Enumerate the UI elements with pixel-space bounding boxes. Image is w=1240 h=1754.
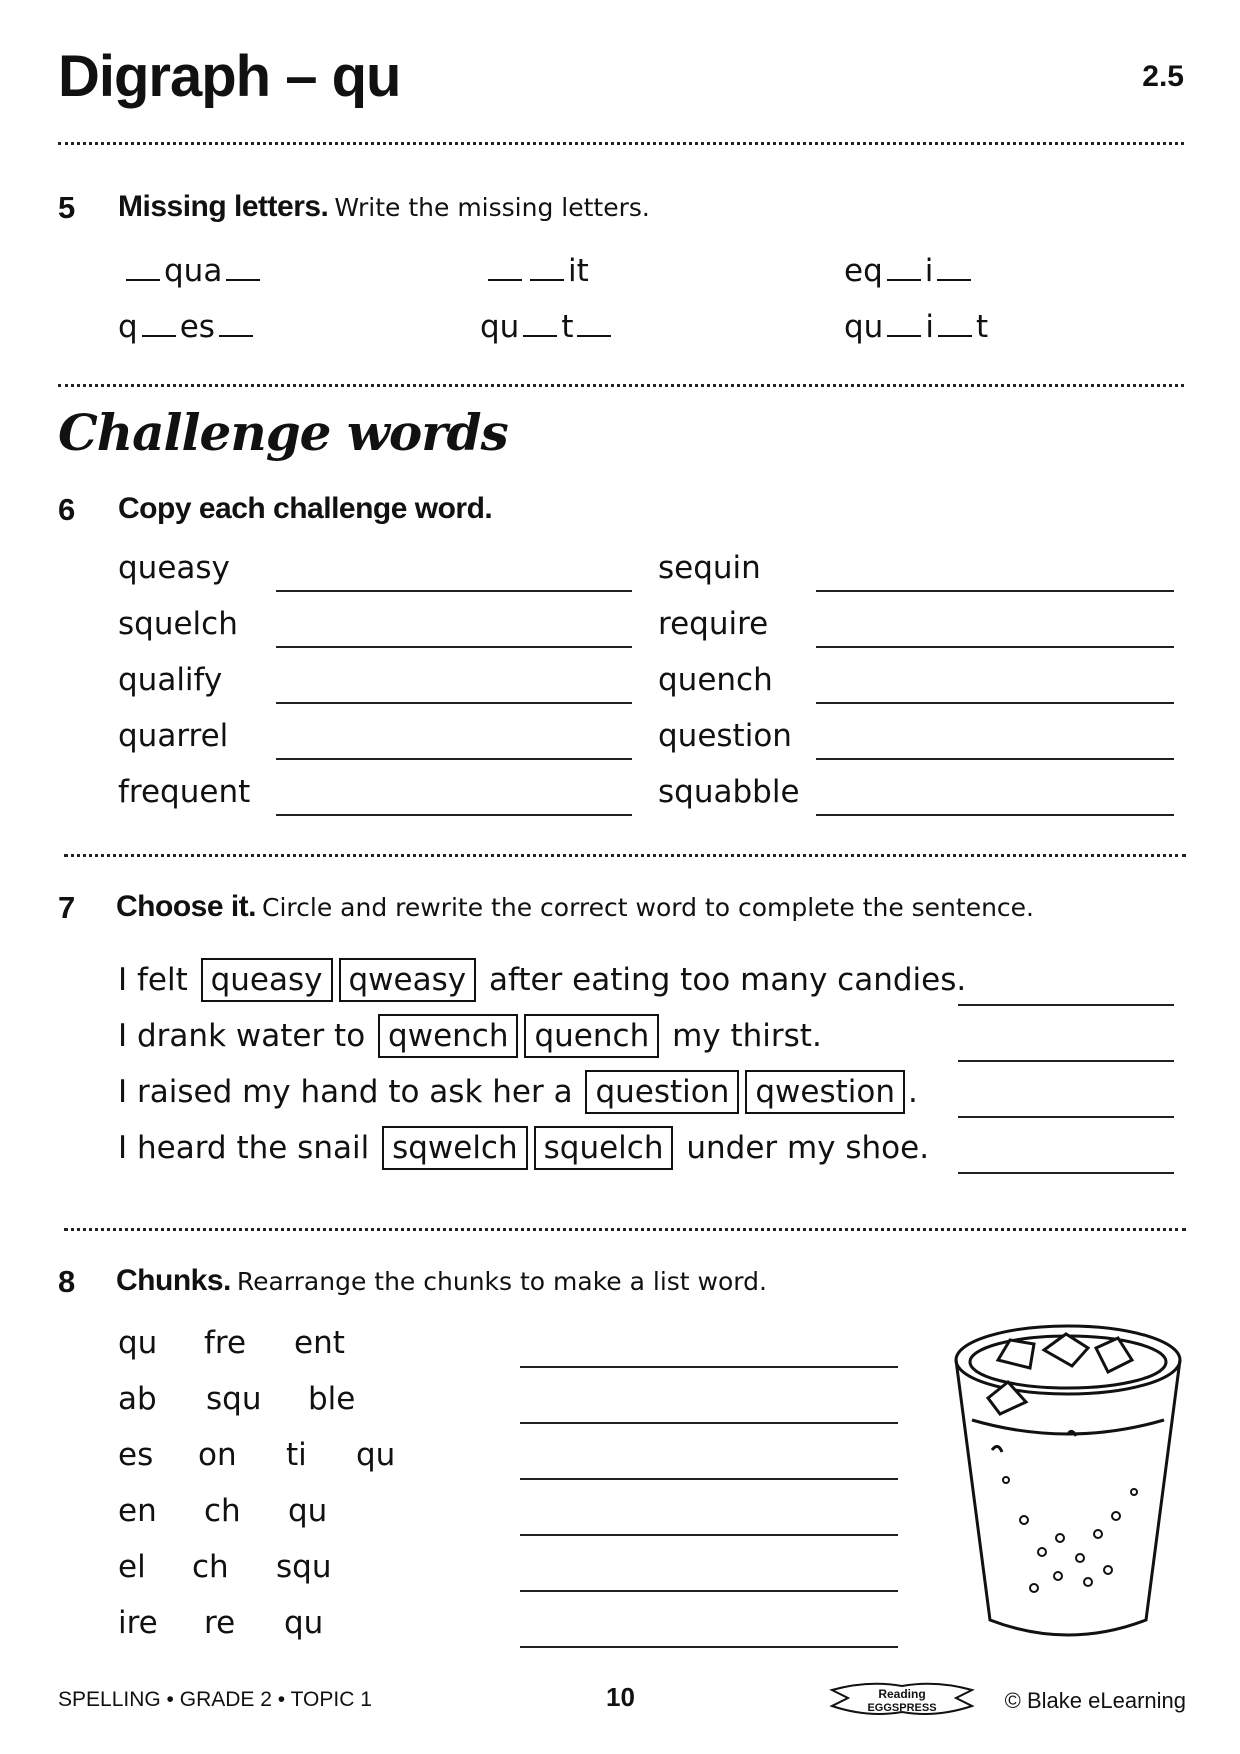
answer-line[interactable]	[958, 1004, 1174, 1006]
sentence-text: I felt	[118, 962, 188, 998]
challenge-word: qualify	[118, 662, 223, 698]
blank-line[interactable]	[938, 313, 972, 337]
svg-text:EGGSPRESS: EGGSPRESS	[867, 1702, 937, 1714]
answer-line[interactable]	[520, 1366, 898, 1368]
answer-line[interactable]	[958, 1060, 1174, 1062]
chunk: re	[204, 1605, 236, 1641]
heading-bold: Chunks.	[116, 1264, 231, 1297]
missing-word-3	[844, 253, 975, 289]
sentence-1	[118, 958, 966, 1002]
chunk: qu	[356, 1437, 396, 1473]
answer-line[interactable]	[520, 1422, 898, 1424]
missing-word-4	[118, 309, 257, 345]
writing-line[interactable]	[276, 590, 632, 592]
chunk: squ	[206, 1381, 262, 1417]
missing-word-5	[480, 309, 615, 345]
writing-line[interactable]	[816, 814, 1174, 816]
section-title: Challenge words	[58, 403, 508, 462]
chunk: en	[118, 1493, 157, 1529]
missing-word-2	[484, 253, 589, 289]
question-number: 8	[58, 1264, 76, 1299]
chunk: qu	[118, 1325, 158, 1361]
challenge-word: quarrel	[118, 718, 229, 754]
writing-line[interactable]	[816, 702, 1174, 704]
word-part: eq	[844, 253, 883, 289]
word-option[interactable]: question	[585, 1070, 739, 1114]
instruction-text: Circle and rewrite the correct word to complete the sentence.	[262, 893, 1035, 922]
sentence-text: .	[908, 1074, 918, 1110]
writing-line[interactable]	[276, 646, 632, 648]
chunk: ti	[286, 1437, 307, 1473]
footer-page-number: 10	[606, 1682, 635, 1712]
chunk: ab	[118, 1381, 157, 1417]
sentence-text: I raised my hand to ask her a	[118, 1074, 573, 1110]
question-heading	[118, 192, 650, 222]
answer-line[interactable]	[520, 1646, 898, 1648]
word-part: qu	[480, 309, 520, 345]
blank-line[interactable]	[488, 257, 522, 281]
writing-line[interactable]	[816, 758, 1174, 760]
word-part: es	[179, 309, 215, 345]
heading-bold: Choose it.	[116, 890, 257, 923]
word-option[interactable]: sqwelch	[382, 1126, 528, 1170]
heading-bold: Missing letters.	[118, 190, 329, 223]
heading-bold: Copy each challenge word.	[118, 492, 493, 525]
chunk: ent	[294, 1325, 345, 1361]
blank-line[interactable]	[530, 257, 564, 281]
page-title: Digraph – qu	[58, 44, 401, 109]
challenge-word: squabble	[658, 774, 800, 810]
dotted-divider	[58, 384, 1184, 387]
answer-line[interactable]	[520, 1478, 898, 1480]
chunk: qu	[288, 1493, 328, 1529]
missing-word-6	[844, 309, 989, 345]
chunk: ire	[118, 1605, 158, 1641]
sentence-text: after eating too many candies.	[488, 962, 967, 998]
instruction-text: Rearrange the chunks to make a list word.	[236, 1267, 767, 1296]
word-part: t	[561, 309, 574, 345]
blank-line[interactable]	[523, 313, 557, 337]
chunk: es	[118, 1437, 154, 1473]
chunk: qu	[284, 1605, 324, 1641]
word-part: qua	[164, 253, 223, 289]
footer-copyright: © Blake eLearning	[1004, 1688, 1186, 1713]
word-part: t	[975, 309, 989, 345]
sentence-4	[118, 1126, 929, 1170]
challenge-word: queasy	[118, 550, 230, 586]
missing-word-1	[122, 253, 264, 289]
word-part: it	[568, 253, 589, 289]
chunk: on	[198, 1437, 237, 1473]
question-heading	[118, 494, 492, 524]
dotted-divider	[64, 854, 1186, 857]
word-option[interactable]: qwestion	[745, 1070, 905, 1114]
question-heading	[116, 892, 1034, 922]
glass-of-water-illustration	[948, 1320, 1188, 1650]
question-number: 6	[58, 492, 76, 527]
word-part: i	[924, 253, 934, 289]
sentence-text: I heard the snail	[118, 1130, 370, 1166]
challenge-word: frequent	[118, 774, 251, 810]
sentence-text: I drank water to	[118, 1018, 366, 1054]
instruction-text: Write the missing letters.	[334, 193, 650, 222]
chunk: ch	[192, 1549, 229, 1585]
blank-line[interactable]	[577, 313, 611, 337]
challenge-word: quench	[658, 662, 773, 698]
chunk: squ	[276, 1549, 332, 1585]
question-number: 7	[58, 890, 76, 925]
footer-course-label: SPELLING • GRADE 2 • TOPIC 1	[58, 1688, 372, 1711]
word-part: q	[118, 309, 138, 345]
chunk: el	[118, 1549, 146, 1585]
blank-line[interactable]	[887, 313, 921, 337]
sentence-text: my thirst.	[672, 1018, 822, 1054]
sentence-2	[118, 1014, 822, 1058]
word-option[interactable]: queasy	[201, 958, 333, 1002]
sentence-3	[118, 1070, 918, 1114]
writing-line[interactable]	[276, 702, 632, 704]
blank-line[interactable]	[126, 257, 160, 281]
challenge-word: question	[658, 718, 792, 754]
question-number: 5	[58, 190, 76, 225]
word-option[interactable]: qweasy	[339, 958, 477, 1002]
blank-line[interactable]	[226, 257, 260, 281]
blank-line[interactable]	[219, 313, 253, 337]
svg-text:Reading: Reading	[878, 1687, 926, 1701]
question-heading	[116, 1266, 767, 1296]
chunk: ch	[204, 1493, 241, 1529]
answer-line[interactable]	[520, 1534, 898, 1536]
reading-eggspress-logo	[828, 1676, 976, 1724]
challenge-word: squelch	[118, 606, 238, 642]
chunk: ble	[308, 1381, 356, 1417]
answer-line[interactable]	[520, 1590, 898, 1592]
page-reference: 2.5	[1142, 60, 1184, 93]
challenge-word: require	[658, 606, 769, 642]
writing-line[interactable]	[276, 814, 632, 816]
dotted-divider	[64, 1228, 1186, 1231]
blank-line[interactable]	[887, 257, 921, 281]
chunk: fre	[204, 1325, 247, 1361]
word-option[interactable]: quench	[524, 1014, 659, 1058]
word-part: qu	[844, 309, 884, 345]
word-option[interactable]: squelch	[534, 1126, 674, 1170]
blank-line[interactable]	[937, 257, 971, 281]
word-part: i	[925, 309, 934, 345]
writing-line[interactable]	[816, 646, 1174, 648]
word-option[interactable]: qwench	[378, 1014, 518, 1058]
challenge-word: sequin	[658, 550, 761, 586]
writing-line[interactable]	[816, 590, 1174, 592]
dotted-divider	[58, 142, 1184, 145]
answer-line[interactable]	[958, 1116, 1174, 1118]
sentence-text: under my shoe.	[686, 1130, 930, 1166]
writing-line[interactable]	[276, 758, 632, 760]
blank-line[interactable]	[142, 313, 176, 337]
answer-line[interactable]	[958, 1172, 1174, 1174]
